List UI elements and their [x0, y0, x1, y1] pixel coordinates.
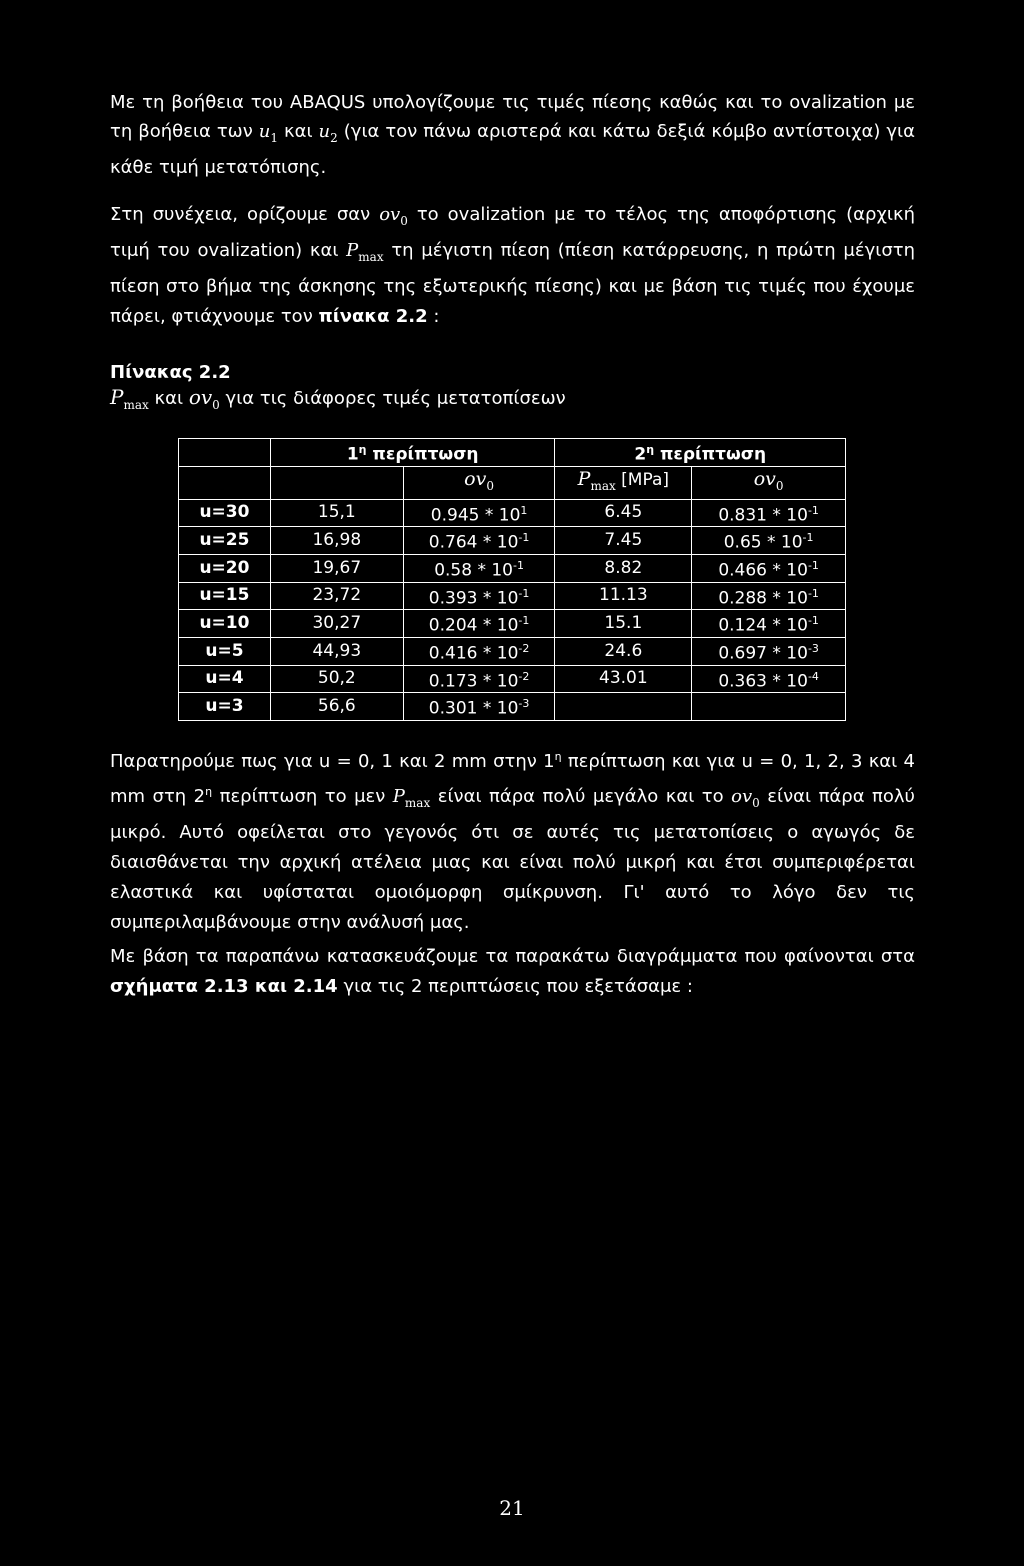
row-label: u=30	[179, 499, 271, 527]
table-row	[179, 582, 846, 610]
cell-ov0-2: $0.697 * 10^{-3}$	[692, 637, 846, 665]
cell-pmax-2: 11.13	[555, 582, 692, 610]
row-label: u=20	[179, 554, 271, 582]
cell-pmax-2: 7.45	[555, 527, 692, 555]
row-label: u=5	[179, 637, 271, 665]
ov0-symbol: $ov_0$	[379, 204, 408, 228]
table-row	[179, 527, 846, 555]
table-header-cases	[179, 439, 846, 467]
cell-ov0-1: $0.393 * 10^{-1}$	[403, 582, 555, 610]
table-caption: $P_{max}$ και $ov_0$ για τις διάφορες τιμές μετατοπίσεων	[110, 385, 566, 412]
cell-ov0-2: $0.363 * 10^{-4}$	[692, 665, 846, 693]
table-row	[179, 665, 846, 693]
cell-ov0-1: $0.173 * 10^{-2}$	[403, 665, 555, 693]
cell-pmax-1: 15,1	[270, 499, 403, 527]
row-label: u=4	[179, 665, 271, 693]
cell-pmax-1: 44,93	[270, 637, 403, 665]
cell-pmax-2: 43.01	[555, 665, 692, 693]
cell-ov0-1: $0.301 * 10^{-3}$	[403, 693, 555, 721]
header-case-2: $2^\eta$ περίπτωση	[555, 439, 846, 467]
cell-ov0-1: $0.945 * 10^1$	[403, 499, 555, 527]
cell-ov0-2: $0.65 * 10^{-1}$	[692, 527, 846, 555]
paragraph-observations: Παρατηρούμε πως για u = 0, 1 και 2 mm στην $1^\eta$ περίπτωση και για u = 0, 1, 2, 3 και 4 mm στη $2^\eta$ περίπτωση το μεν $P_{max}$ είναι πάρα πολύ μεγάλο και το $ov_0$ είναι πάρα πολύ μικρό. Αυτό οφείλεται στο γεγονός ότι σε αυτές τις μετατοπίσεις ο αγωγός δε διαισθάνεται την αρχική ατέλεια μιας και είναι πολύ μικρή και έτσι συμπεριφέρεται ελαστικά και υφίσταται ομοιόμορφη σμίκρυνση. Γι' αυτό το λόγο δεν τις συμπεριλαμβάνουμε στην ανάλυσή μας.	[110, 750, 915, 933]
cell-ov0-2: $0.831 * 10^{-1}$	[692, 499, 846, 527]
cell-pmax-2	[555, 693, 692, 721]
table-row	[179, 499, 846, 527]
cell-pmax-2: 15.1	[555, 610, 692, 638]
cell-ov0-2	[692, 693, 846, 721]
paragraph-definitions: Στη συνέχεια, ορίζουμε σαν $ov_0$ το ovalization με το τέλος της αποφόρτισης (αρχική τιμή του ovalization) και $P_{max}$ τη μέγιστη πίεση (πίεση κατάρρευσης, η πρώτη μέγιστη πίεση στο βήμα της άσκησης της εξωτερικής πίεσης) και με βάση τις τιμές που έχουμε πάρει, φτιάχνουμε τον πίνακα 2.2 :	[110, 204, 915, 327]
page-number: 21	[499, 1496, 525, 1520]
table-row	[179, 637, 846, 665]
cell-ov0-1: $0.416 * 10^{-2}$	[403, 637, 555, 665]
cell-ov0-2: $0.466 * 10^{-1}$	[692, 554, 846, 582]
header-ov0-1: $ov_0$	[403, 466, 555, 499]
results-table	[178, 438, 846, 721]
cell-ov0-1: $0.764 * 10^{-1}$	[403, 527, 555, 555]
cell-pmax-1: 23,72	[270, 582, 403, 610]
cell-pmax-1: 50,2	[270, 665, 403, 693]
table-caption-title: Πίνακας 2.2	[110, 362, 231, 383]
table-row	[179, 554, 846, 582]
cell-pmax-1: 16,98	[270, 527, 403, 555]
paragraph-figures: Με βάση τα παραπάνω κατασκευάζουμε τα παρακάτω διαγράμματα που φαίνονται στα σχήματα 2.13 και 2.14 για τις 2 περιπτώσεις που εξετάσαμε :	[110, 946, 915, 997]
cell-ov0-1: $0.58 * 10^{-1}$	[403, 554, 555, 582]
row-label: u=10	[179, 610, 271, 638]
row-label: u=25	[179, 527, 271, 555]
cell-pmax-2: 6.45	[555, 499, 692, 527]
cell-ov0-2: $0.288 * 10^{-1}$	[692, 582, 846, 610]
pmax-symbol: $P_{max}$	[346, 240, 384, 264]
cell-pmax-1: 19,67	[270, 554, 403, 582]
cell-pmax-1: 30,27	[270, 610, 403, 638]
table-row	[179, 693, 846, 721]
row-label: u=3	[179, 693, 271, 721]
cell-ov0-2: $0.124 * 10^{-1}$	[692, 610, 846, 638]
cell-ov0-1: $0.204 * 10^{-1}$	[403, 610, 555, 638]
row-label: u=15	[179, 582, 271, 610]
paragraph-intro: Με τη βοήθεια του ABAQUS υπολογίζουμε τις τιμές πίεσης καθώς και το ovalization με τη βοήθεια των $u_1$ και $u_2$ (για τον πάνω αριστερά και κάτω δεξιά κόμβο αντίστοιχα) για κάθε τιμή μετατόπισης.	[110, 92, 915, 178]
header-ov0-2: $ov_0$	[692, 466, 846, 499]
header-pmax-2: $P_{max}$ [MPa]	[555, 466, 692, 499]
cell-pmax-2: 24.6	[555, 637, 692, 665]
table-row	[179, 610, 846, 638]
cell-pmax-2: 8.82	[555, 554, 692, 582]
cell-pmax-1: 56,6	[270, 693, 403, 721]
header-case-1: $1^\eta$ περίπτωση	[270, 439, 555, 467]
table-header-columns	[179, 466, 846, 499]
